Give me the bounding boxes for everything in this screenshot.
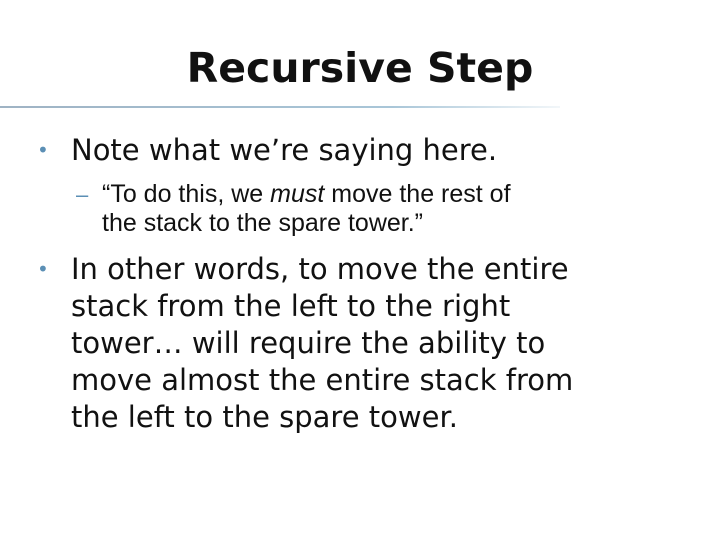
bullet-2-line-4: move almost the entire stack from (71, 363, 574, 397)
sub-bullet-emphasis: must (270, 180, 325, 208)
sub-bullet-text-before: “To do this, we (102, 180, 271, 208)
bullet-2-line-3: tower… will require the ability to (71, 326, 546, 360)
bullet-2-line-5: the left to the spare tower. (71, 400, 458, 434)
bullet-2-line-1: In other words, to move the entire (71, 252, 569, 286)
sub-bullet-line-1 (102, 180, 511, 209)
sub-bullet-text-after: move the rest of (324, 180, 511, 208)
sub-bullet-line-2: the stack to the spare tower.” (102, 209, 423, 237)
slide-title: Recursive Step (186, 44, 534, 92)
title-divider (0, 106, 560, 108)
bullet-2-line-2: stack from the left to the right (71, 289, 511, 323)
bullet-1-marker: • (37, 138, 49, 162)
sub-bullet-marker: – (76, 182, 89, 207)
bullet-1-text: Note what we’re saying here. (71, 133, 498, 167)
bullet-2-marker: • (37, 257, 49, 281)
